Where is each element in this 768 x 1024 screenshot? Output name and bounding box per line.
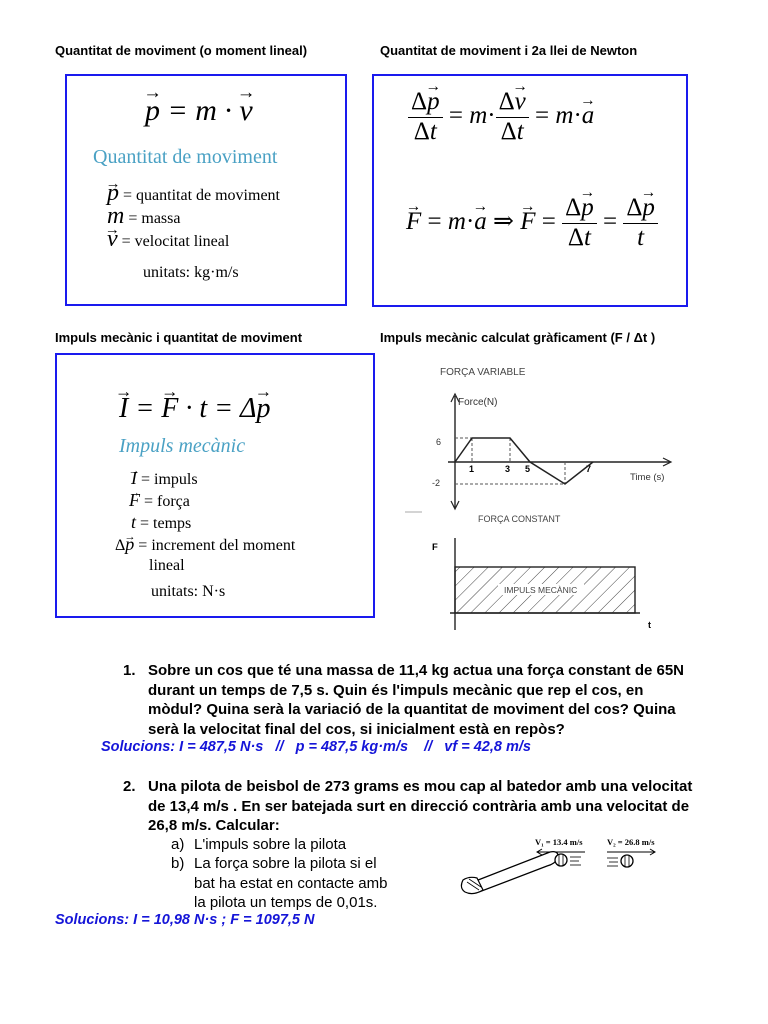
q1-number: 1. (123, 662, 136, 679)
header-impulse-graphic: Impuls mecànic calculat gràficament (F / Δt ) (380, 330, 656, 345)
momentum-units: unitats: kg·m/s (143, 264, 239, 281)
box-impulse-title: Impuls mecànic (119, 435, 246, 457)
q1-solution: Solucions: I = 487,5 N·s // p = 487,5 kg·m/s // vf = 42,8 m/s (101, 739, 531, 755)
box-momentum-title: Quantitat de moviment (93, 146, 278, 168)
baseball-bat-illustration (455, 830, 675, 905)
box-newton (372, 74, 688, 307)
constant-y-label: F (432, 542, 438, 553)
ball-2 (621, 855, 633, 867)
bat (473, 852, 558, 892)
variable-x-label: Time (s) (630, 472, 665, 483)
formula-momentum: → p = m · → v (145, 94, 253, 128)
impulse-graphs (400, 358, 700, 638)
variable-x-tick-1: 1 (469, 464, 475, 474)
variable-x-tick-3: 3 (505, 464, 511, 474)
q2-text: Una pilota de beisbol de 273 grams es mou cap al batedor amb una velocitat de 13,4 m/s . En ser batejada surt en direcció contrària amb una velocitat de 26,8 m/s. Calcular: (148, 778, 693, 834)
variable-y-label: Force(N) (458, 397, 498, 408)
impulse-units: unitats: N·s (151, 583, 226, 600)
variable-y-tick-6: 6 (436, 437, 442, 447)
q2b-label: b) (171, 855, 185, 872)
box-impulse (55, 353, 375, 618)
q2-number: 2. (123, 778, 136, 795)
constant-force-title: FORÇA CONSTANT (478, 514, 561, 524)
formula-newton-1: $\frac{\Delta\to p}{\Delta t}$ = m· $\frac{\Delta\to v}{\Delta t}$ = m·→ a (408, 88, 594, 147)
header-impulse: Impuls mecànic i quantitat de moviment (55, 330, 303, 345)
q2a-text: L'impuls sobre la pilota (194, 836, 347, 853)
constant-x-label: t (648, 620, 651, 630)
header-momentum: Quantitat de moviment (o moment lineal) (55, 43, 308, 58)
q2-solution: Solucions: I = 10,98 N·s ; F = 1097,5 N (55, 912, 315, 928)
box-momentum (65, 74, 347, 306)
q1-text: Sobre un cos que té una massa de 11,4 kg actua una força constant de 65N durant un temps de 7,5 s. Quin és l'impuls mecànic que rep el cos, en mòdul? Quina serà la variació de la quantitat de moviment del cos? Quina serà la velocitat final del cos, si inicialment està en repòs? (148, 662, 685, 738)
variable-y-tick-minus2: -2 (432, 478, 441, 488)
variable-force-title: FORÇA VARIABLE (440, 367, 526, 378)
velocity-1-label: V₁ = 13.4 m/s (535, 837, 583, 847)
q2a-label: a) (171, 836, 185, 853)
velocity-2-label: V₂ = 26.8 m/s (607, 837, 655, 847)
ball-1 (555, 854, 567, 866)
impulse-area-label: IMPULS MECÀNIC (504, 585, 578, 595)
impulse-definitions: → I = impuls → F = força t = temps Δ→ p = increment del moment lineal (115, 468, 295, 576)
momentum-definitions: → p = quantitat de moviment m = massa → v = velocitat lineal (107, 183, 280, 252)
variable-force-line (455, 438, 593, 484)
variable-x-tick-7: 7 (586, 464, 592, 474)
variable-x-tick-5: 5 (525, 464, 531, 474)
formula-impulse: → I = → F · t = Δ→ p (119, 393, 270, 425)
formula-newton-2: → F = m·→ a ⇒ → F = $\frac{\Delta\to p}{\Delta t}$ = $\frac{\Delta\to p}{t}$ (406, 194, 658, 253)
q2b-text: La força sobre la pilota si el bat ha estat en contacte amb la pilota un temps de 0,01s. (194, 855, 388, 911)
header-newton: Quantitat de moviment i 2a llei de Newton (380, 43, 638, 58)
